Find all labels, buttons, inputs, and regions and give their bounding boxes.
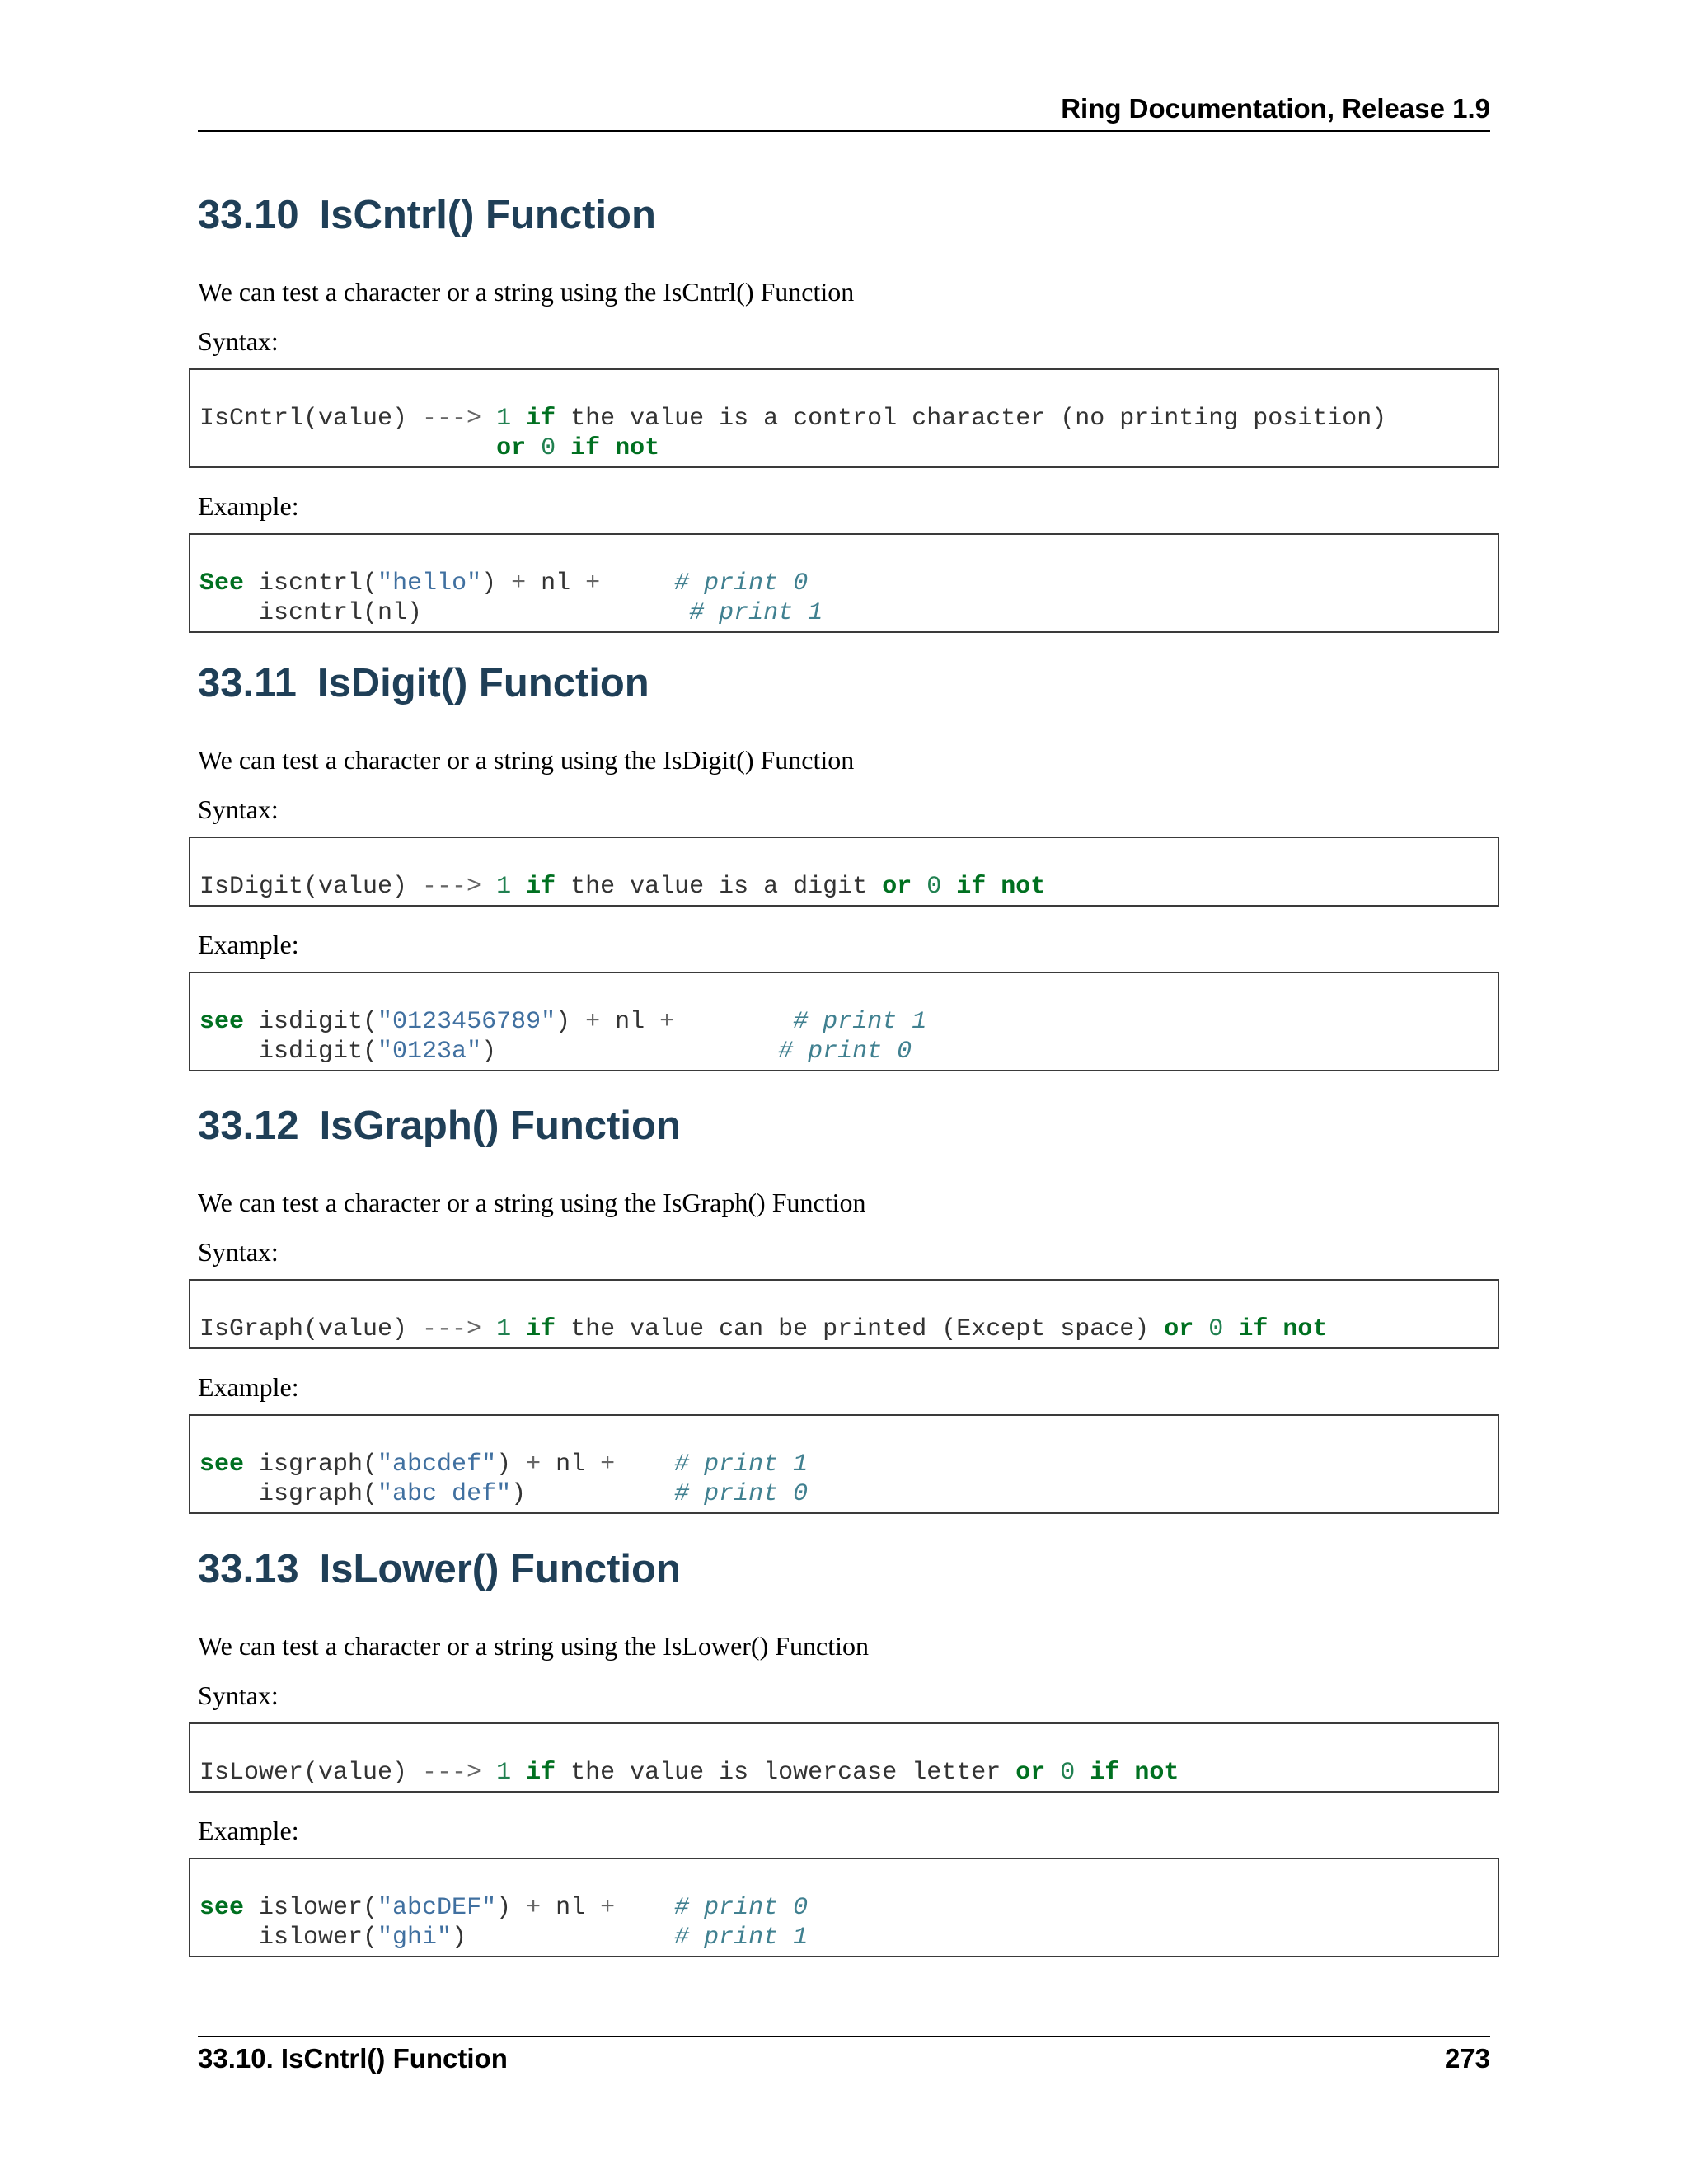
footer-section-ref: 33.10. IsCntrl() Function: [198, 2043, 508, 2074]
example-code-block: see isgraph("abcdef") + nl + # print 1 isgraph("abc def") # print 0: [189, 1414, 1499, 1514]
syntax-label: Syntax:: [198, 326, 279, 356]
syntax-code-block: IsGraph(value) ---> 1 if the value can be printed (Except space) or 0 if not: [189, 1279, 1499, 1349]
example-code-block: see isdigit("0123456789") + nl + # print 1 isdigit("0123a") # print 0: [189, 972, 1499, 1071]
section-number: 33.13: [198, 1547, 299, 1591]
example-label: Example:: [198, 930, 299, 959]
example-label: Example:: [198, 1372, 299, 1402]
section-title-text: IsGraph() Function: [319, 1104, 681, 1148]
section-heading: [198, 1102, 1490, 1150]
section-number: 33.10: [198, 193, 299, 237]
section-iscntrl: [198, 191, 1490, 633]
section-islower: [198, 1545, 1490, 1957]
syntax-code-block: IsDigit(value) ---> 1 if the value is a digit or 0 if not: [189, 837, 1499, 907]
section-title-text: IsDigit() Function: [316, 661, 649, 705]
example-label: Example:: [198, 1816, 299, 1845]
section-isdigit: [198, 659, 1490, 1071]
intro-paragraph: We can test a character or a string using the IsDigit() Function: [198, 745, 855, 775]
section-title-text: IsLower() Function: [319, 1547, 681, 1591]
section-isgraph: [198, 1102, 1490, 1514]
running-header: Ring Documentation, Release 1.9: [1061, 93, 1490, 124]
example-label: Example:: [198, 491, 299, 521]
example-code-block: see islower("abcDEF") + nl + # print 0 islower("ghi") # print 1: [189, 1858, 1499, 1957]
section-title-text: IsCntrl() Function: [319, 193, 656, 237]
intro-paragraph: We can test a character or a string using the IsGraph() Function: [198, 1188, 866, 1217]
example-code-block: See iscntrl("hello") + nl + # print 0 iscntrl(nl) # print 1: [189, 533, 1499, 633]
section-heading: [198, 1545, 1490, 1593]
syntax-code-block: IsCntrl(value) ---> 1 if the value is a control character (no printing position) or 0 if not: [189, 368, 1499, 468]
section-number: 33.11: [198, 661, 297, 705]
section-number: 33.12: [198, 1104, 299, 1148]
header-rule: [198, 130, 1490, 132]
syntax-label: Syntax:: [198, 1237, 279, 1267]
intro-paragraph: We can test a character or a string using the IsLower() Function: [198, 1631, 870, 1661]
footer-rule: [198, 2036, 1490, 2037]
page-number: 273: [1444, 2043, 1490, 2074]
syntax-code-block: IsLower(value) ---> 1 if the value is lowercase letter or 0 if not: [189, 1722, 1499, 1793]
section-heading: [198, 659, 1490, 707]
syntax-label: Syntax:: [198, 794, 279, 824]
intro-paragraph: We can test a character or a string using the IsCntrl() Function: [198, 277, 855, 307]
syntax-label: Syntax:: [198, 1680, 279, 1710]
section-heading: [198, 191, 1490, 239]
